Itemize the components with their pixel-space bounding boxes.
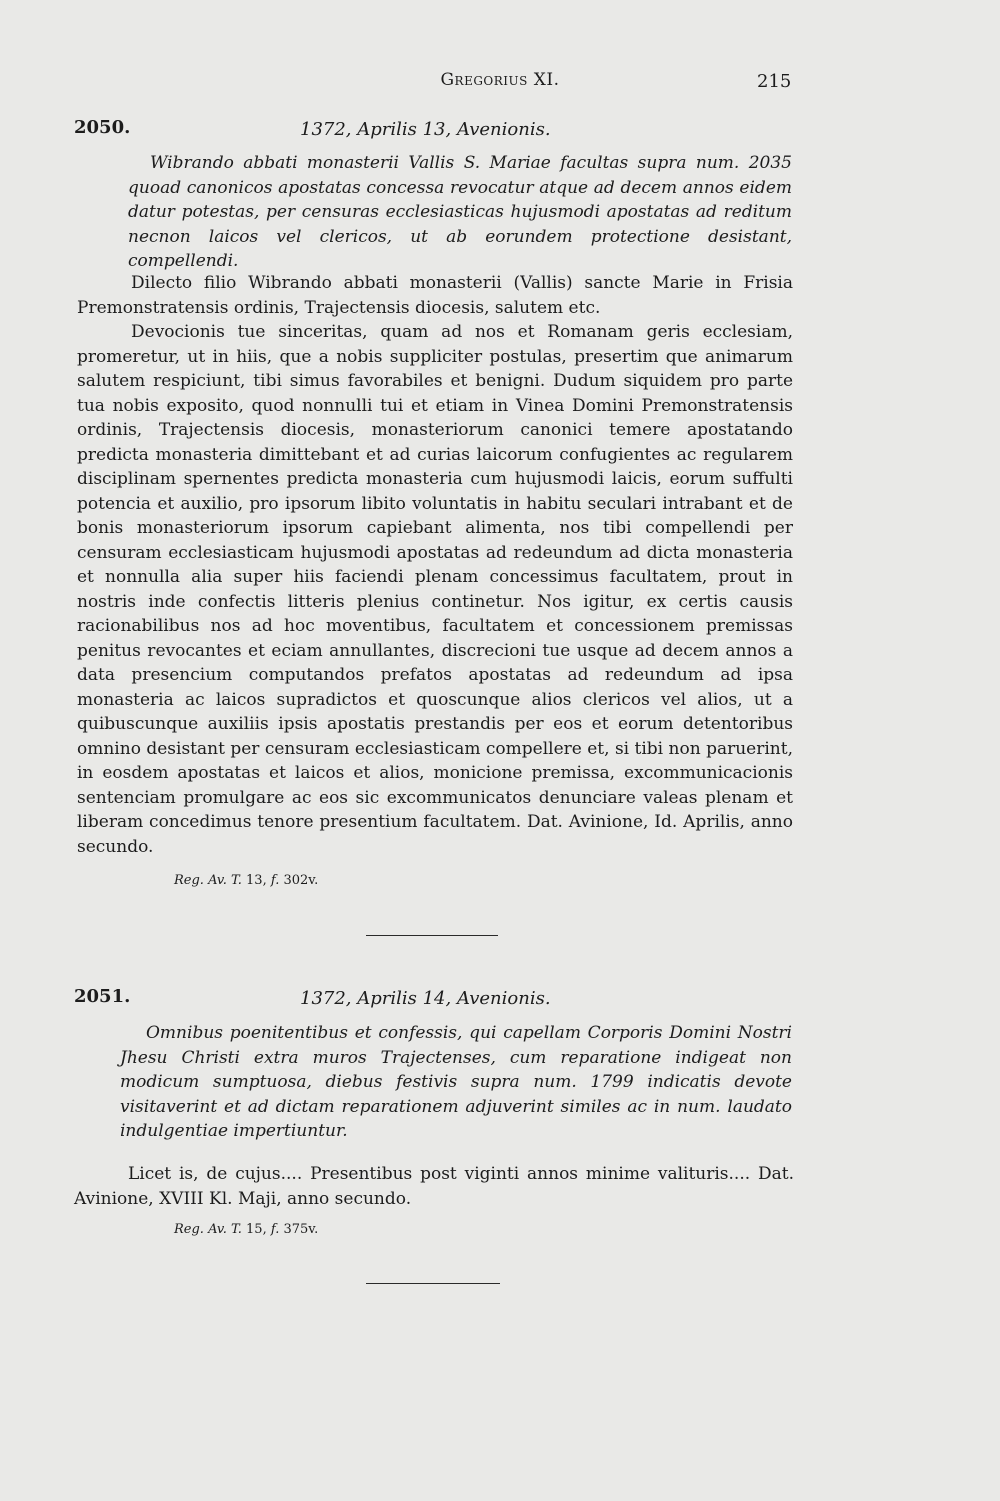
page-number: 215: [757, 71, 792, 92]
ref-folio-label: f.: [270, 873, 280, 888]
entry-body: [77, 271, 793, 859]
register-reference: [174, 873, 318, 888]
ref-prefix: Reg. Av. T.: [174, 1222, 242, 1237]
entry-summary: Wibrando abbati monasterii Vallis S. Mariae facultas supra num. 2035 quoad canonicos apostatas concessa revocatur atque ad decem annos eidem datur potestas, per censuras ecclesiasticas hujusmodi apostatas ad reditum necnon laicos vel clericos, ut ab eorundem protectione desistant, compellendi.: [128, 153, 792, 271]
ref-volume: 13,: [246, 873, 267, 888]
running-head: Gregorius XI.: [440, 70, 560, 90]
ref-folio-label: f.: [270, 1222, 280, 1237]
entry-summary: Omnibus poenitentibus et confessis, qui capellam Corporis Domini Nostri Jhesu Christi extra muros Trajectenses, cum reparatione indigeat non modicum sumptuosa, diebus festivis supra num. 1799 indicatis devote visitaverint et ad dictam reparationem adjuverint similes ac in num. laudato indulgentiae impertiuntur.: [120, 1023, 792, 1141]
entry-number: 2050.: [74, 117, 131, 138]
entry-number: 2051.: [74, 986, 131, 1007]
register-reference: [174, 1222, 318, 1237]
entry-date: 1372, Aprilis 14, Avenionis.: [300, 988, 551, 1009]
address-paragraph: Dilecto filio Wibrando abbati monasterii (Vallis) sancte Marie in Frisia Premonstratensis ordinis, Trajectensis diocesis, salutem etc.: [77, 273, 793, 318]
section-divider: [366, 1283, 500, 1284]
section-divider: [366, 935, 498, 936]
ref-folio: 375v.: [283, 1222, 319, 1237]
ref-volume: 15,: [246, 1222, 267, 1237]
body-paragraph: Licet is, de cujus.... Presentibus post viginti annos minime valituris.... Dat. Avinione, XVIII Kl. Maji, anno secundo.: [74, 1164, 794, 1209]
entry-body: [74, 1162, 794, 1211]
ref-prefix: Reg. Av. T.: [174, 873, 242, 888]
body-paragraph: Devocionis tue sinceritas, quam ad nos et Romanam geris ecclesiam, promeretur, ut in hiis, que a nobis suppliciter postulas, presertim que animarum salutem respiciunt, tibi simus favorabiles et benigni. Dudum siquidem pro parte tua nobis exposito, quod nonnulli tui et etiam in Vinea Domini Premonstratensis ordinis, Trajectensis diocesis, monasteriorum canonici temere apostatando predicta monasteria dimittebant et ad curias laicorum confugientes ac regularem disciplinam spernentes predicta monasteria cum hujusmodi laicis, eorum suffulti potencia et auxilio, pro ipsorum libito voluntatis in habitu seculari intrabant et de bonis monasteriorum ipsorum capiebant alimenta, nos tibi compellendi per censuram ecclesiasticam hujusmodi apostatas ad redeundum ad dicta monasteria et nonnulla alia super hiis faciendi plenam concessimus facultatem, prout in nostris inde confectis litteris plenius continetur. Nos igitur, ex certis causis racionabilibus nos ad hoc moventibus, facultatem et concessionem premissas penitus revocantes et eciam annullantes, discrecioni tue usque ad decem annos a data presencium computandos prefatos apostatas ad redeundum ad ipsa monasteria ac laicos supradictos et quoscunque alios clericos vel alios, ut a quibuscunque auxiliis ipsis apostatis prestandis per eos et eorum detentoribus omnino desistant per censuram ecclesiasticam compellere et, si tibi non paruerint, in eosdem apostatas et laicos et alios, monicione premissa, excommunicacionis sentenciam promulgare ac eos sic excommunicatos denunciare valeas plenam et liberam concedimus tenore presentium facultatem. Dat. Avinione, Id. Aprilis, anno secundo.: [77, 322, 793, 857]
ref-folio: 302v.: [283, 873, 319, 888]
entry-date: 1372, Aprilis 13, Avenionis.: [300, 119, 551, 140]
